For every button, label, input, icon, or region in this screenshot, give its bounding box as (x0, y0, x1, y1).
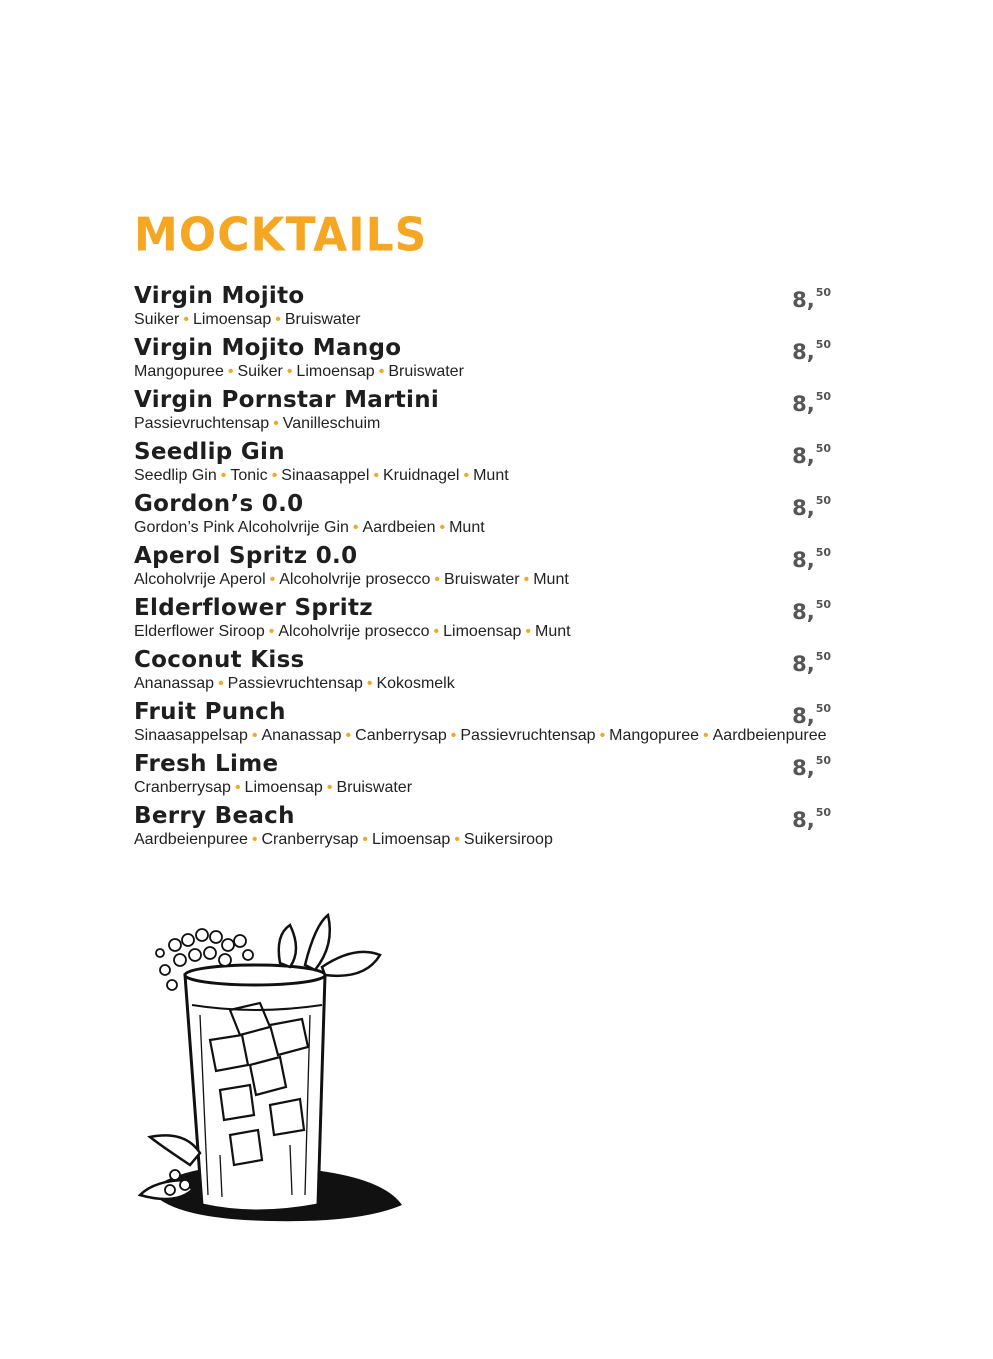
menu-item (134, 802, 834, 849)
separator-dot: • (183, 311, 189, 328)
item-ingredients (134, 570, 759, 589)
ingredient: Aardbeienpuree (134, 831, 248, 848)
item-name: Virgin Mojito (134, 283, 305, 309)
item-price (792, 806, 831, 832)
item-name: Gordon’s 0.0 (134, 491, 304, 517)
separator-dot: • (234, 779, 241, 796)
separator-dot: • (227, 363, 234, 380)
price-cents: 50 (815, 598, 831, 611)
ingredient: Mangopuree (609, 727, 700, 744)
separator-dot: • (345, 727, 352, 744)
price-main: 8, (792, 756, 815, 780)
price-main: 8, (792, 444, 815, 468)
ingredient: Munt (473, 467, 509, 484)
ingredient: Limoensap (192, 311, 272, 328)
ingredient: Munt (449, 519, 485, 536)
menu-list (134, 282, 834, 854)
item-name: Coconut Kiss (134, 647, 305, 673)
item-price (792, 754, 831, 780)
separator-dot: • (433, 623, 440, 640)
separator-dot: • (273, 415, 279, 432)
separator-dot: • (439, 519, 446, 536)
price-main: 8, (792, 340, 815, 364)
menu-item (134, 282, 834, 329)
ingredient: Kruidnagel (382, 467, 460, 484)
page-title: MOCKTAILS (134, 208, 428, 263)
item-price (792, 442, 831, 468)
ingredient: Munt (533, 571, 569, 588)
price-cents: 50 (815, 494, 831, 507)
item-price (792, 494, 831, 520)
separator-dot: • (525, 623, 532, 640)
ingredient: Alcoholvrije prosecco (279, 571, 431, 588)
price-main: 8, (792, 808, 815, 832)
ingredient: Tonic (230, 467, 268, 484)
item-ingredients (134, 778, 759, 797)
separator-dot: • (326, 779, 333, 796)
separator-dot: • (362, 831, 369, 848)
ingredient: Passievruchtensap (134, 415, 270, 432)
ingredient: Suiker (237, 363, 283, 380)
separator-dot: • (378, 363, 385, 380)
ingredient: Aardbeienpuree (712, 727, 827, 744)
separator-dot: • (599, 727, 606, 744)
ingredient: Suiker (134, 311, 180, 328)
menu-item (134, 438, 834, 485)
price-main: 8, (792, 600, 815, 624)
price-main: 8, (792, 288, 815, 312)
separator-dot: • (268, 623, 275, 640)
price-cents: 50 (815, 650, 831, 663)
ingredient: Canberrysap (355, 727, 447, 744)
ingredient: Cranberrysap (134, 779, 231, 796)
ingredient: Limoensap (296, 363, 375, 380)
price-cents: 50 (815, 390, 831, 403)
separator-dot: • (220, 467, 227, 484)
separator-dot: • (271, 467, 278, 484)
ingredient: Limoensap (372, 831, 451, 848)
separator-dot: • (251, 727, 258, 744)
separator-dot: • (523, 571, 530, 588)
item-name: Aperol Spritz 0.0 (134, 543, 358, 569)
separator-dot: • (251, 831, 258, 848)
ingredient: Gordon’s Pink Alcoholvrije Gin (134, 519, 349, 536)
item-ingredients (134, 310, 759, 329)
ingredient: Alcoholvrije prosecco (278, 623, 430, 640)
separator-dot: • (269, 571, 276, 588)
item-price (792, 650, 831, 676)
menu-item (134, 750, 834, 797)
menu-item (134, 646, 834, 693)
ingredient: Limoensap (443, 623, 522, 640)
ingredient: Aardbeien (362, 519, 436, 536)
item-ingredients (134, 414, 759, 433)
item-ingredients (134, 830, 759, 849)
ingredient: Ananassap (134, 675, 215, 692)
price-main: 8, (792, 548, 815, 572)
price-main: 8, (792, 704, 815, 728)
item-ingredients (134, 674, 759, 693)
item-name: Fruit Punch (134, 699, 286, 725)
ingredient: Limoensap (244, 779, 323, 796)
item-price (792, 546, 831, 572)
ingredient: Seedlip Gin (134, 467, 217, 484)
price-cents: 50 (815, 702, 831, 715)
ingredient: Sinaasappelsap (134, 727, 248, 744)
ingredient: Bruiswater (388, 363, 464, 380)
ingredient: Alcoholvrije Aperol (134, 571, 266, 588)
price-cents: 50 (815, 442, 831, 455)
item-price (792, 598, 831, 624)
menu-item (134, 698, 834, 745)
menu-item (134, 386, 834, 433)
item-name: Berry Beach (134, 803, 295, 829)
menu-item (134, 334, 834, 381)
ingredient: Kokosmelk (376, 675, 455, 692)
item-name: Fresh Lime (134, 751, 279, 777)
separator-dot: • (463, 467, 470, 484)
ingredient: Passievruchtensap (227, 675, 363, 692)
menu-item (134, 490, 834, 537)
price-cents: 50 (815, 338, 831, 351)
separator-dot: • (352, 519, 359, 536)
separator-dot: • (373, 467, 379, 484)
item-name: Virgin Mojito Mango (134, 335, 402, 361)
item-price (792, 390, 831, 416)
item-ingredients (134, 466, 759, 485)
cocktail-glass-illustration (130, 905, 410, 1230)
price-cents: 50 (815, 546, 831, 559)
item-name: Virgin Pornstar Martini (134, 387, 440, 413)
ingredient: Cranberrysap (261, 831, 359, 848)
separator-dot: • (434, 571, 441, 588)
price-cents: 50 (815, 754, 831, 767)
ingredient: Bruiswater (444, 571, 520, 588)
item-ingredients (134, 518, 759, 537)
item-price (792, 286, 831, 312)
item-price (792, 702, 831, 728)
ingredient: Ananassap (261, 727, 342, 744)
ingredient: Mangopuree (134, 363, 224, 380)
item-ingredients (134, 362, 759, 381)
separator-dot: • (218, 675, 224, 692)
price-cents: 50 (815, 286, 831, 299)
ingredient: Bruiswater (336, 779, 413, 796)
ingredient: Sinaasappel (281, 467, 370, 484)
price-main: 8, (792, 392, 815, 416)
separator-dot: • (450, 727, 457, 744)
ingredient: Passievruchtensap (460, 727, 596, 744)
item-name: Seedlip Gin (134, 439, 285, 465)
menu-item (134, 542, 834, 589)
item-price (792, 338, 831, 364)
ingredient: Munt (535, 623, 571, 640)
item-ingredients (134, 622, 759, 641)
price-main: 8, (792, 496, 815, 520)
separator-dot: • (275, 311, 281, 328)
separator-dot: • (286, 363, 293, 380)
price-cents: 50 (815, 806, 831, 819)
item-name: Elderflower Spritz (134, 595, 373, 621)
ingredient: Bruiswater (284, 311, 361, 328)
ingredient: Vanilleschuim (282, 415, 381, 432)
item-ingredients (134, 726, 827, 745)
separator-dot: • (366, 675, 373, 692)
ingredient: Elderflower Siroop (134, 623, 265, 640)
price-main: 8, (792, 652, 815, 676)
ingredient: Suikersiroop (463, 831, 553, 848)
separator-dot: • (703, 727, 709, 744)
menu-item (134, 594, 834, 641)
separator-dot: • (454, 831, 460, 848)
